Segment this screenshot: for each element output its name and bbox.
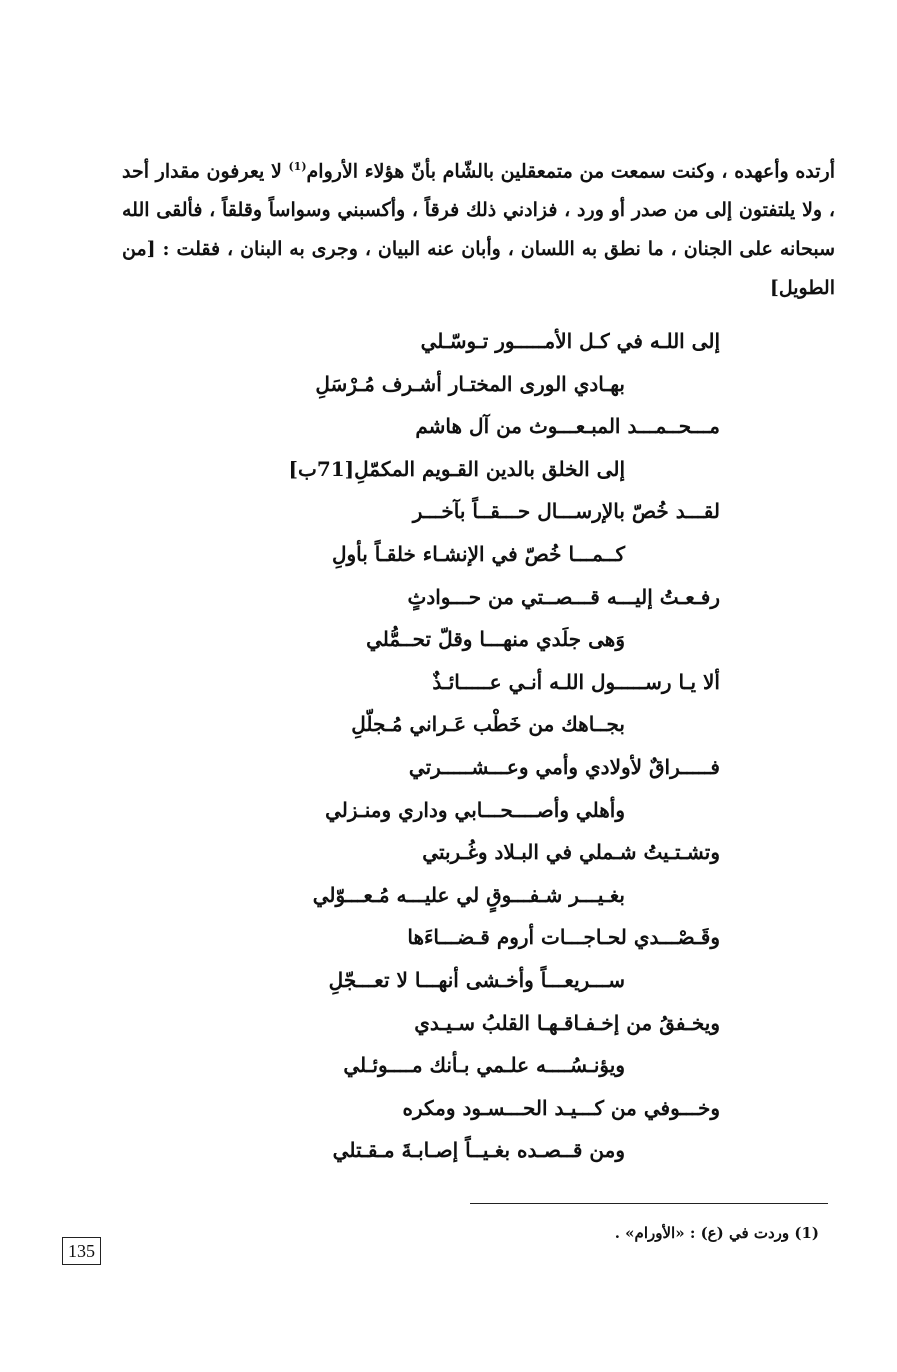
prose-text-after-ref: لا يعرفون مقدار أحد ، ولا يلتفتون إلى من صدر أو ورد ، فزادني ذلك فرقاً ، وأكسبني وسواساً وقلقاً ، فألقى الله سبحانه على الجنان ، ما نطق به اللسان ، وأبان عنه البيان ، وجرى به البنان ، فقلت : [من الطويل] <box>122 160 835 300</box>
verse-line: لقـــد خُصّ بالإرســـال حـــقــاً بآخـــر <box>412 499 720 524</box>
verse-line: رفـعـتُ إليـــه قـــصــتي من حـــوادثٍ <box>407 584 720 609</box>
poem <box>230 320 720 1172</box>
verse-line: كــمـــا خُصّ في الإنشـاء خلقـاً بأولِ <box>331 541 625 566</box>
footnote-reference: (1) <box>288 160 307 173</box>
verse-line: وَهى جلَدي منهـــا وقلّ تحــمُّلي <box>366 627 625 652</box>
verse-line: إلى الخلق بالدين القـويم المكمّلِ[71ب] <box>288 456 625 481</box>
prose-paragraph <box>122 147 835 308</box>
verse-line: ومن قــصـده بغـيــاً إصـابـةَ مـقـتلي <box>332 1138 625 1163</box>
verse-line: بغـيـــر شـفـــوقٍ لي عليـــه مُـعـــوّلي <box>312 882 625 907</box>
verse-line: وتشـتـيتُ شـملي في البـلاد وغُـربتي <box>422 840 720 865</box>
verse-line: بهـادي الورى المختـار أشـرف مُـرْسَلِ <box>315 371 625 396</box>
verse-line: وأهلي وأصــــحـــابي وداري ومنـزلي <box>325 797 625 822</box>
verse-line: ويؤنـسُــــه علـمي بـأنك مــــوئـلي <box>343 1053 625 1078</box>
verse-line: ألا يـا رســـــول اللـه أنـي عـــــائـذٌ <box>432 669 720 694</box>
verse-line: ويخـفقُ من إخـفـاقـهـا القلبُ سـيـدي <box>414 1010 720 1035</box>
verse-line: فـــــراقٌ لأولادي وأمي وعـــشـــــرتي <box>408 754 720 779</box>
verse-line: وقَـصْـــدي لحـاجـــات أروم قـضـــاءَها <box>407 925 720 950</box>
verse-line: وخـــوفي من كـــيـد الحـــسـود ومكره <box>402 1095 720 1120</box>
verse-line: ســـريعـــاً وأخـشى أنهـــا لا تعـــجّلِ <box>328 967 625 992</box>
footnote: (1) وردت في (ع) : «الأورام» . <box>614 1224 819 1242</box>
page-number: 135 <box>62 1237 101 1265</box>
footnote-divider <box>470 1203 828 1204</box>
verse-line: مـــحــمـــد المبـعـــوث من آل هاشم <box>415 414 720 439</box>
verse-line: بجــاهك من خَطْب عَـراني مُـجلّلِ <box>351 712 625 737</box>
prose-text <box>122 147 835 308</box>
verse-line: إلى اللـه في كـل الأمـــــور تـوسّـلي <box>420 329 720 353</box>
prose-text-before-ref: أرتده وأعهده ، وكنت سمعت من متمعقلين بالشّام بأنّ هؤلاء الأروام <box>306 160 836 183</box>
